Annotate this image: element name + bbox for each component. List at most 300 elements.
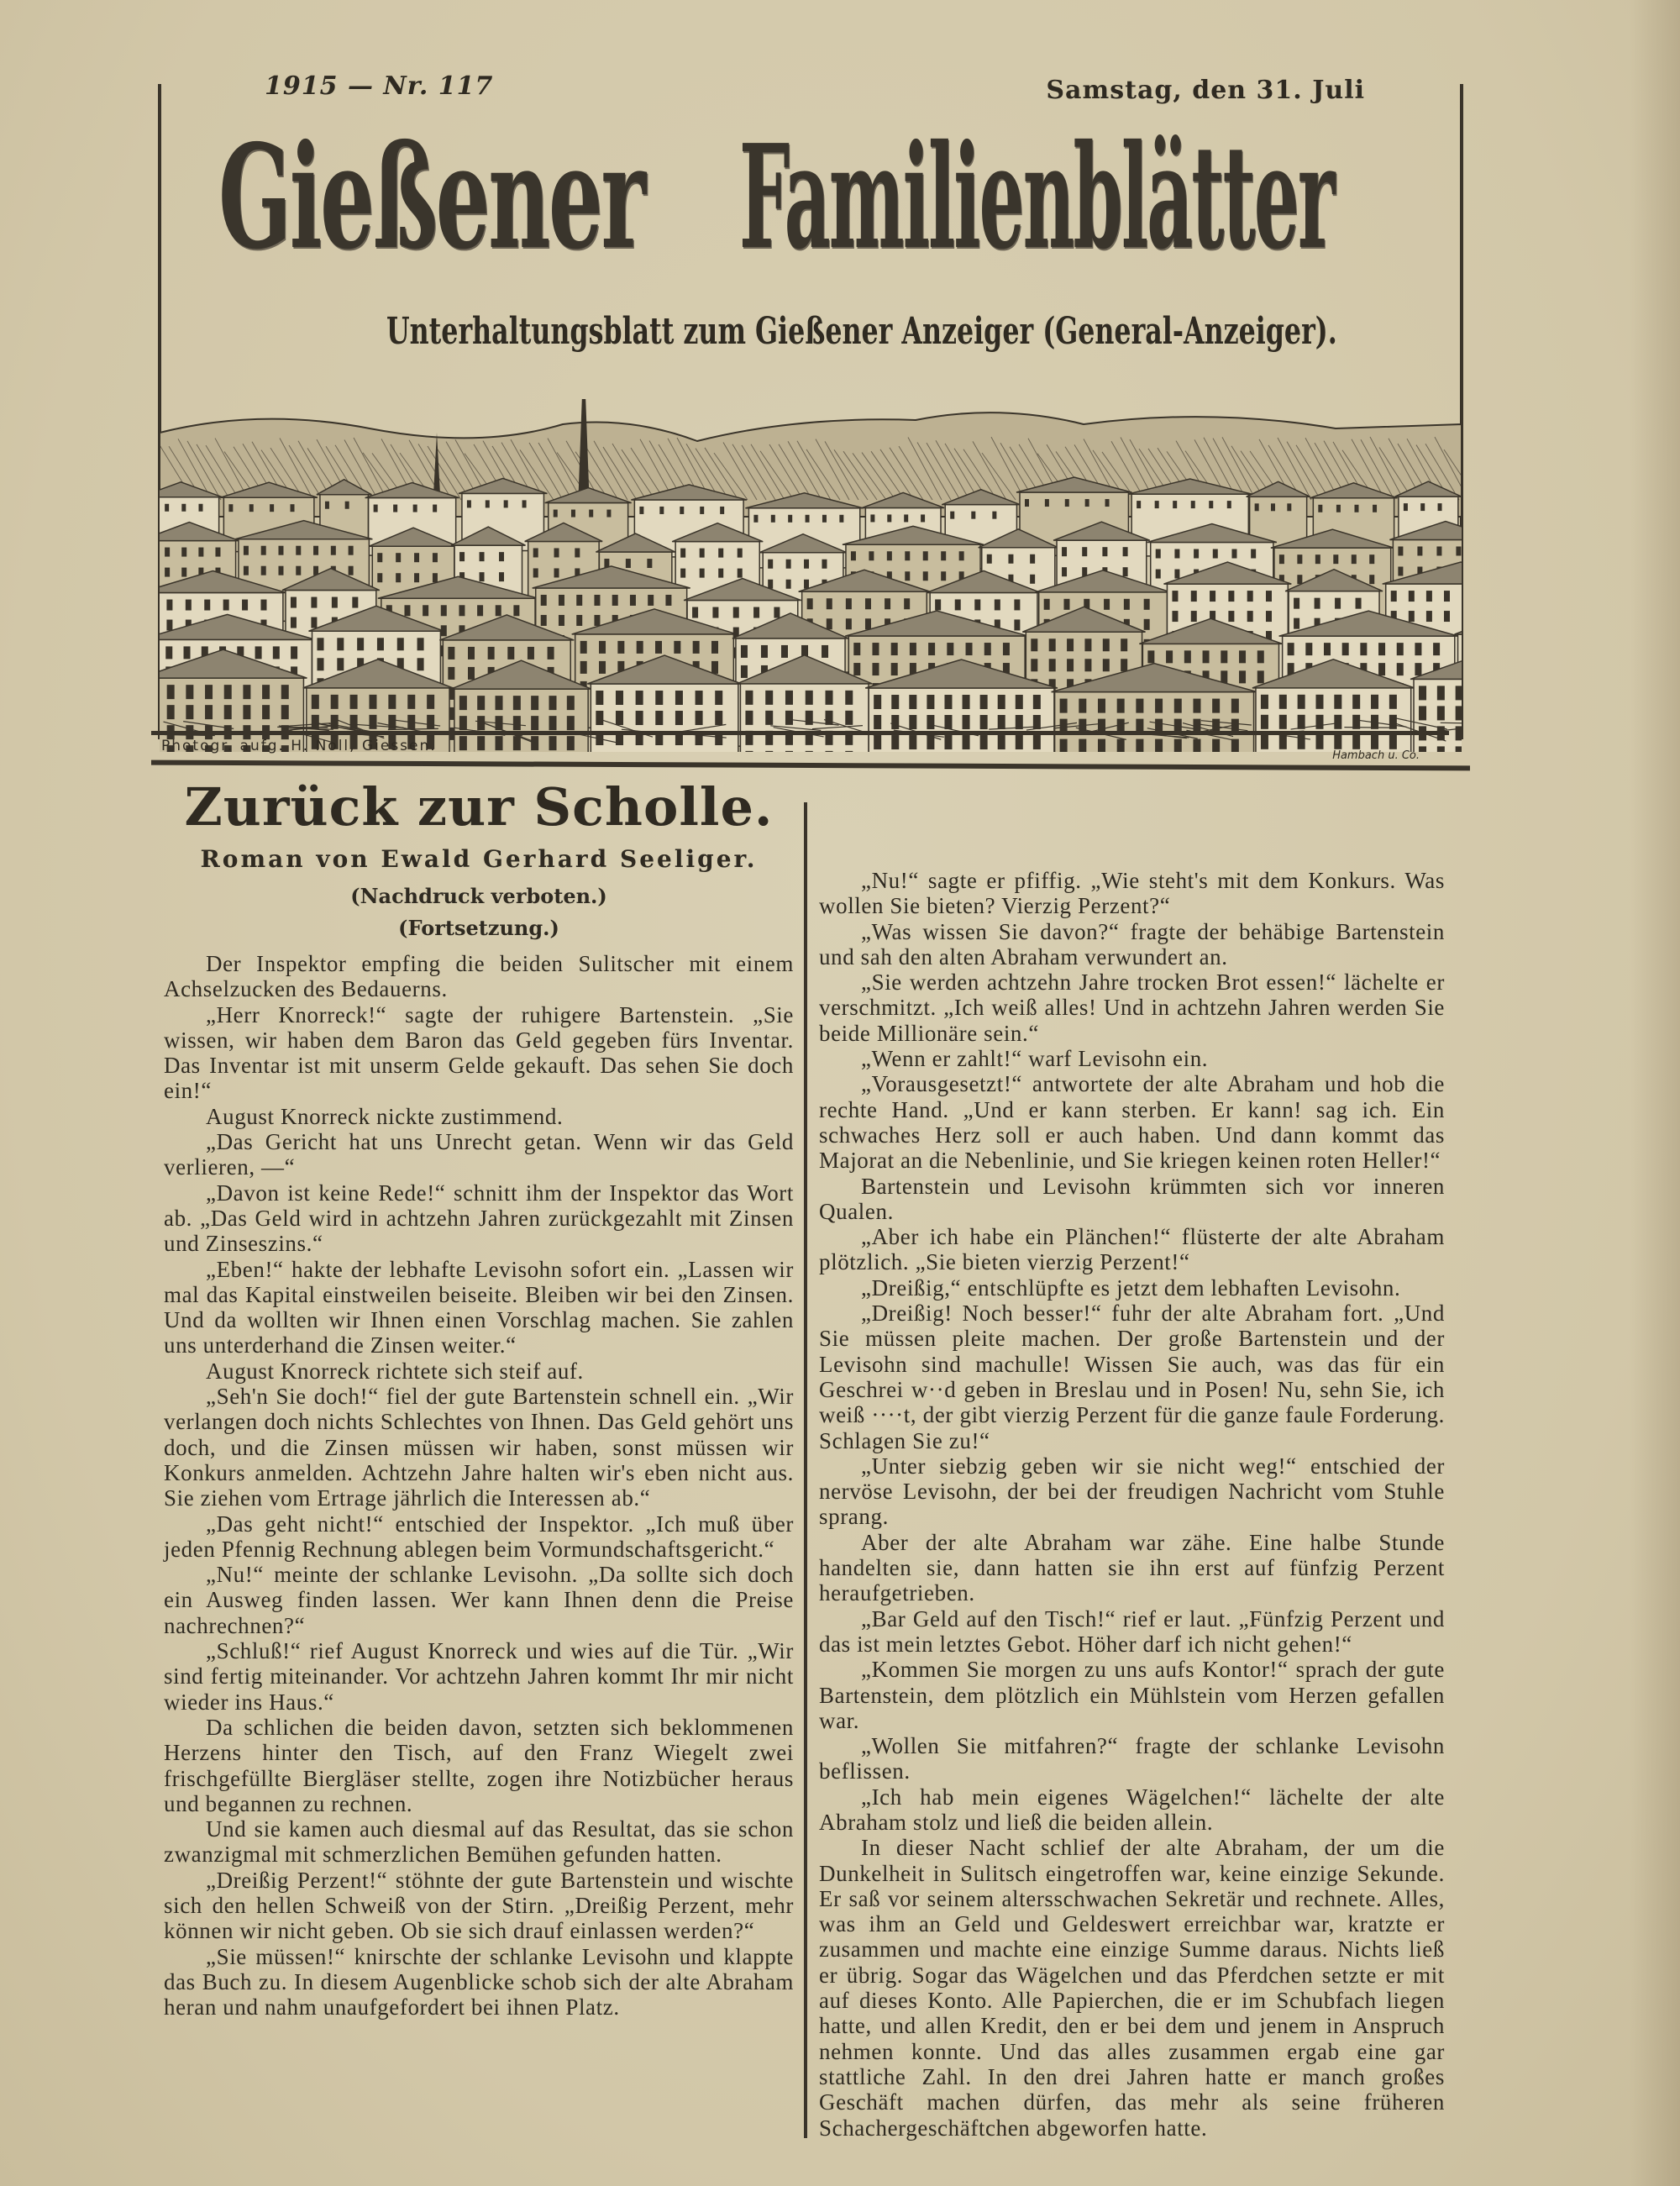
window — [1155, 501, 1159, 508]
window — [522, 500, 527, 507]
window — [909, 715, 916, 729]
article-title: Zurück zur Scholle. — [184, 776, 774, 838]
window — [1409, 591, 1415, 602]
window — [1456, 686, 1462, 700]
window — [992, 512, 996, 519]
window — [404, 605, 410, 616]
window — [1369, 554, 1374, 564]
window — [1444, 611, 1450, 622]
window — [1419, 746, 1426, 752]
window — [1437, 706, 1445, 720]
window — [718, 569, 723, 578]
window — [1287, 503, 1291, 511]
window — [352, 597, 358, 608]
window — [1121, 638, 1127, 651]
window — [637, 641, 643, 654]
window — [941, 571, 946, 581]
window — [1315, 715, 1323, 729]
window — [496, 605, 501, 616]
window — [1356, 598, 1362, 609]
window — [909, 735, 916, 749]
window — [165, 504, 169, 512]
window — [715, 711, 722, 725]
window — [594, 615, 600, 626]
window — [980, 715, 988, 729]
window — [738, 569, 743, 578]
issue-number: 1915 — Nr. 117 — [265, 71, 494, 101]
window — [393, 505, 397, 512]
window — [433, 553, 438, 562]
window — [1079, 739, 1086, 752]
window — [599, 661, 606, 674]
window — [887, 514, 891, 522]
window — [459, 696, 467, 710]
window — [616, 711, 623, 725]
window — [655, 711, 663, 725]
window — [1279, 695, 1287, 709]
window — [1354, 505, 1358, 512]
window — [966, 643, 973, 655]
window — [1210, 591, 1215, 602]
window — [1342, 643, 1349, 655]
window — [955, 599, 961, 610]
window — [215, 548, 220, 557]
window — [1033, 735, 1041, 749]
continuation-notice: (Fortsetzung.) — [398, 916, 559, 940]
window — [1227, 501, 1231, 508]
window — [1417, 546, 1422, 555]
window — [1194, 549, 1199, 559]
window — [1014, 619, 1020, 630]
window — [388, 695, 396, 709]
window — [995, 599, 1000, 610]
window — [480, 572, 485, 581]
window — [675, 711, 683, 725]
window — [1279, 715, 1287, 729]
window — [549, 716, 556, 730]
window — [1228, 611, 1234, 622]
window — [531, 736, 538, 750]
window — [761, 645, 768, 658]
window — [313, 546, 318, 555]
window — [1221, 670, 1227, 683]
paragraph: „Schluß!“ rief August Knorreck und wies auf die Tür. „Wir sind fertig miteinander. Vor achtzehn Jahren kommt Ihr mir nicht wieder ins Haus.“ — [164, 1638, 794, 1715]
window — [528, 647, 534, 659]
window — [921, 514, 925, 522]
window — [433, 505, 437, 512]
newspaper-title — [218, 113, 1436, 286]
window — [407, 695, 415, 709]
window — [827, 618, 832, 629]
window — [554, 548, 559, 557]
window — [944, 695, 952, 709]
window — [325, 502, 329, 509]
window — [554, 510, 558, 518]
window — [655, 691, 663, 705]
window — [680, 507, 684, 514]
window — [567, 716, 575, 730]
window — [1212, 699, 1220, 713]
window — [331, 695, 339, 709]
window — [785, 711, 793, 725]
window — [745, 751, 753, 752]
window — [1298, 695, 1305, 709]
window — [1404, 503, 1408, 511]
window — [1049, 638, 1056, 651]
window — [166, 600, 172, 611]
window — [1136, 699, 1143, 713]
window — [693, 641, 700, 654]
window — [1239, 650, 1246, 663]
window — [567, 736, 575, 750]
window — [1294, 598, 1299, 609]
window — [423, 605, 428, 616]
window — [647, 559, 652, 568]
window — [872, 643, 879, 655]
window — [1060, 699, 1068, 713]
window — [448, 667, 454, 680]
window — [184, 646, 191, 659]
window — [318, 658, 324, 670]
window — [571, 510, 575, 518]
window — [998, 715, 1005, 729]
window — [1155, 699, 1163, 713]
window — [785, 691, 793, 705]
window — [311, 617, 317, 628]
window — [559, 595, 564, 606]
paragraph: „Bar Geld auf den Tisch!“ rief er laut. „Fünfzig Perzent und das ist mein letztes Gebot. Höher darf ich nicht gehen!“ — [819, 1605, 1445, 1657]
window — [733, 607, 739, 618]
window — [1031, 659, 1037, 671]
window — [1297, 575, 1302, 584]
window — [998, 735, 1005, 749]
window — [1255, 503, 1259, 511]
window — [349, 546, 354, 555]
window — [928, 643, 935, 655]
window — [1117, 739, 1125, 752]
paragraph: Da schlichen die beiden davon, setzten sich beklommenen Herzens hinter den Tisch, auf den Franz Wiegelt zwei frischgefüllte Biergläser stellte, zogen ihre Notizbücher heraus und begannen zu rechnen. — [164, 1714, 794, 1816]
window — [804, 580, 809, 589]
paragraph: Aber der alte Abraham war zähe. Eine halbe Stunde handelten sie, dann hatten sie ihn erst auf fünfzig Perzent heraufgetrieben. — [819, 1529, 1445, 1606]
article-byline: Roman von Ewald Gerhard Seeliger. — [200, 845, 758, 873]
window — [396, 573, 401, 582]
window — [1067, 659, 1074, 671]
window — [448, 647, 454, 659]
window — [696, 711, 703, 725]
window — [891, 643, 898, 655]
window — [806, 751, 813, 752]
window — [1084, 638, 1091, 651]
window — [1419, 686, 1426, 700]
window — [870, 514, 874, 522]
window — [1105, 499, 1110, 507]
window — [273, 646, 280, 659]
window — [1062, 567, 1067, 576]
window — [459, 605, 465, 616]
window — [311, 597, 317, 608]
window — [1063, 599, 1069, 610]
window — [1266, 611, 1272, 622]
window — [786, 580, 791, 589]
window — [692, 607, 698, 618]
window — [186, 685, 193, 699]
window — [1315, 735, 1323, 749]
window — [910, 643, 916, 655]
window — [1398, 566, 1403, 575]
window — [1098, 699, 1105, 713]
window — [947, 643, 953, 655]
issue-date: Samstag, den 31. Juli — [1046, 76, 1365, 105]
window — [1360, 643, 1367, 655]
window — [513, 605, 519, 616]
window — [1025, 499, 1029, 507]
window — [1389, 735, 1397, 749]
window — [205, 705, 213, 719]
window — [765, 751, 773, 752]
window — [1438, 503, 1442, 511]
window — [1397, 663, 1404, 675]
paragraph: „Herr Knorreck!“ sagte der ruhigere Bartenstein. „Sie wissen, wir haben dem Baron das Geld gegeben fürs Inventar. Das Inventar ist mit unserm Gelde gekauft. Das sehen Sie doch ein!“ — [164, 1001, 794, 1104]
window — [822, 645, 828, 658]
window — [165, 646, 172, 659]
window — [1378, 643, 1385, 655]
window — [846, 598, 852, 609]
window — [887, 551, 892, 560]
window — [337, 658, 344, 670]
window — [261, 566, 266, 575]
window — [923, 571, 928, 581]
window — [589, 510, 593, 518]
window — [291, 646, 297, 659]
window — [224, 705, 232, 719]
window — [1174, 699, 1182, 713]
window — [541, 595, 547, 606]
window — [1156, 549, 1161, 559]
window — [1294, 618, 1299, 629]
window — [998, 695, 1005, 709]
window — [1373, 505, 1377, 512]
window — [853, 663, 860, 675]
window — [281, 705, 289, 719]
window — [1103, 638, 1110, 651]
paragraph: „Nu!“ meinte der schlanke Levisohn. „Da sollte sich doch ein Ausweg finden lassen. Wer kann Ihnen denn die Preise nachrechnen?“ — [164, 1562, 794, 1638]
window — [891, 715, 899, 729]
column-divider — [804, 802, 807, 2138]
window — [806, 515, 810, 523]
window — [874, 695, 881, 709]
window — [1389, 695, 1397, 709]
window — [441, 605, 447, 616]
window — [788, 515, 792, 523]
window — [181, 504, 186, 512]
window — [1261, 735, 1268, 749]
window — [205, 685, 213, 699]
paragraph: „Was wissen Sie davon?“ fragte der behäbige Bartenstein und sah den alten Abraham verwundert an. — [819, 918, 1445, 970]
window — [1184, 650, 1191, 663]
window — [1030, 575, 1035, 584]
window — [1397, 643, 1404, 655]
window — [281, 685, 289, 699]
window — [396, 553, 401, 562]
window — [768, 580, 773, 589]
window — [318, 638, 324, 650]
window — [244, 566, 249, 575]
window — [486, 500, 490, 507]
window — [576, 615, 582, 626]
paragraph: „Dreißig,“ entschlüpfte es jetzt dem lebhaften Levisohn. — [861, 1274, 1401, 1301]
window — [1298, 715, 1305, 729]
window — [242, 600, 248, 611]
window — [513, 696, 521, 710]
window — [459, 716, 467, 730]
title-word-2: Familienblätter — [739, 113, 1334, 281]
window — [1102, 547, 1107, 556]
window — [680, 549, 685, 558]
window — [891, 735, 899, 749]
illustration-rule — [151, 731, 1449, 735]
window — [228, 504, 233, 512]
window — [377, 638, 384, 650]
window — [807, 598, 813, 609]
masthead — [151, 59, 1470, 765]
window — [468, 667, 475, 680]
window — [1172, 611, 1178, 622]
window — [549, 736, 556, 750]
window — [1174, 570, 1179, 579]
window — [1045, 499, 1049, 507]
window — [987, 554, 992, 564]
window — [1409, 611, 1415, 622]
window — [1288, 643, 1294, 655]
window — [417, 638, 424, 650]
window — [1085, 499, 1089, 507]
window — [768, 560, 773, 569]
window — [224, 685, 232, 699]
window — [974, 599, 980, 610]
window — [1257, 650, 1264, 663]
window — [1239, 670, 1246, 683]
window — [533, 548, 538, 557]
building — [1256, 688, 1411, 752]
window — [675, 691, 683, 705]
window — [700, 569, 705, 578]
paragraph: „Aber ich habe ein Plänchen!“ flüsterte der alte Abraham plötzlich. „Sie bieten vierzig Perzent!“ — [819, 1224, 1445, 1275]
window — [1082, 547, 1087, 556]
window — [1334, 735, 1341, 749]
window — [1123, 547, 1128, 556]
window — [944, 715, 952, 729]
window — [1060, 739, 1068, 752]
window — [166, 620, 172, 631]
window — [753, 515, 758, 523]
window — [186, 600, 192, 611]
window — [567, 696, 575, 710]
window — [165, 568, 170, 577]
window — [1426, 611, 1432, 622]
window — [427, 715, 434, 729]
window — [477, 605, 483, 616]
window — [1266, 591, 1272, 602]
window — [845, 751, 853, 752]
window — [594, 595, 600, 606]
window — [636, 711, 643, 725]
window — [765, 691, 773, 705]
window — [827, 598, 832, 609]
window — [480, 552, 485, 561]
window — [291, 597, 297, 608]
window — [741, 665, 748, 678]
window — [204, 600, 210, 611]
window — [674, 641, 680, 654]
paragraph: „Das geht nicht!“ entschied der Inspektor. „Ich muß über jeden Pfennig Rechnung ablegen beim Vormundschaftsgericht.“ — [164, 1511, 794, 1562]
window — [1136, 739, 1143, 752]
window — [1261, 715, 1268, 729]
window — [459, 736, 467, 750]
window — [1352, 554, 1357, 564]
window — [1398, 546, 1403, 555]
paragraph: „Seh'n Sie doch!“ fiel der gute Bartenstein schnell ein. „Wir verlangen doch nichts Schlechtes von Ihnen. Das Geld gehört uns doch, und die Zinsen müssen wir haben, sonst müssen wir Konkurs anmelden. Achtzehn Jahre halten wir's eben nicht aus. Sie ziehen vom Ertrage jährlich die Interessen ab.“ — [164, 1384, 794, 1511]
window — [771, 515, 775, 523]
window — [1426, 591, 1432, 602]
window — [580, 641, 587, 654]
window — [785, 751, 793, 752]
paragraph: „Nu!“ sagte er pfiffig. „Wie steht's mit dem Konkurs. Was wollen Sie bieten? Vierzig Perzent?“ — [819, 868, 1445, 919]
page-edge-shadow — [1630, 0, 1680, 2186]
window — [349, 566, 354, 575]
window — [255, 646, 262, 659]
window — [950, 512, 954, 519]
window — [1371, 695, 1378, 709]
window — [1016, 735, 1023, 749]
window — [711, 641, 718, 654]
window — [1415, 643, 1421, 655]
window — [941, 551, 946, 560]
window — [839, 515, 843, 523]
window — [357, 638, 364, 650]
window — [513, 716, 521, 730]
window — [350, 695, 358, 709]
window — [1444, 591, 1450, 602]
window — [1251, 549, 1256, 559]
window — [1261, 695, 1268, 709]
window — [1315, 598, 1320, 609]
window — [665, 595, 671, 606]
window — [549, 696, 556, 710]
window — [369, 715, 376, 729]
window — [596, 711, 603, 725]
window — [765, 711, 773, 725]
paragraph: „Ich hab mein eigenes Wägelchen!“ lächelte der alte Abraham stolz und ließ die beiden allein. — [819, 1784, 1445, 1835]
paragraph: „Dreißig! Noch besser!“ fuhr der alte Abraham fort. „Und Sie müssen pleite machen. Der große Bartenstein und der Levisohn sind machulle! Wissen Sie auch, was das für ein Geschrei w··d geben in Breslau und in Posen! Nu, sehn Sie, ich weiß ····t, der gibt vierzig Perzent für die ganze faule Forderung. Schlagen Sie zu!“ — [819, 1301, 1445, 1453]
window — [927, 695, 934, 709]
title-word-1: Gießener — [218, 113, 644, 281]
window — [753, 607, 759, 618]
engraver-credit: Hambach u. Co. — [1332, 749, 1420, 762]
window — [1098, 739, 1105, 752]
window — [1144, 619, 1150, 630]
window — [904, 514, 908, 522]
window — [332, 597, 338, 608]
window — [696, 691, 703, 705]
window — [1315, 695, 1323, 709]
photo-credit: Photogr. aufg. H. Noll, Giessen. — [161, 738, 437, 754]
window — [499, 552, 504, 561]
article-column-right — [819, 868, 1445, 2141]
window — [262, 685, 270, 699]
window — [720, 507, 724, 514]
window — [1420, 503, 1425, 511]
window — [369, 695, 376, 709]
